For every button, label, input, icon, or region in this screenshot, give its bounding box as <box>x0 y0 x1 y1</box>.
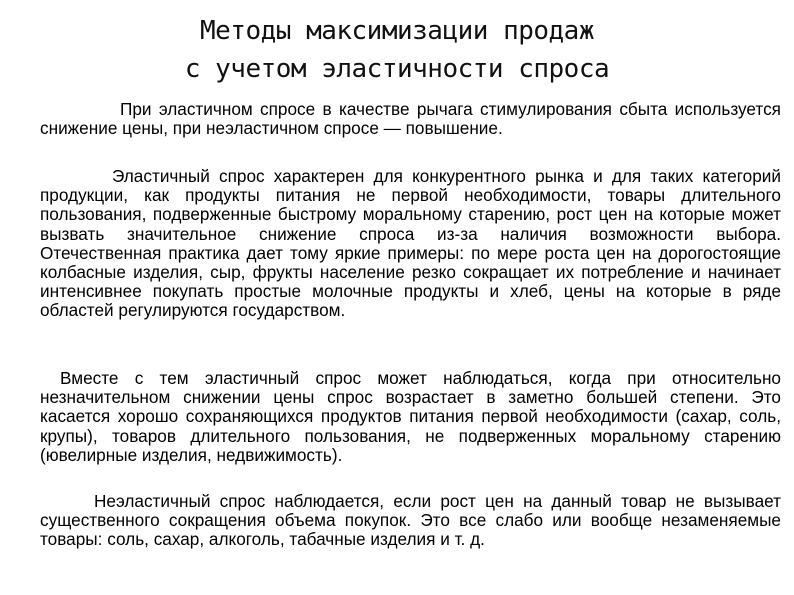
paragraph-inelastic-demand: Неэластичный спрос наблюдается, если рост цен на данный товар не вызывает существенного сокращения объема покупок. Это все слабо или вообще незаменяемые товары: соль, сахар, алкоголь, табачные изделия и т. д. <box>40 491 781 550</box>
slide-title-line-2: с учетом эластичности спроса <box>184 54 610 84</box>
paragraph-elastic-demand-pricing: При эластичном спросе в качестве рычага стимулирования сбыта используется снижение цены, при неэластичном спросе — повышение. <box>40 99 781 139</box>
slide-title-line-1: Методы максимизации продаж <box>200 16 594 46</box>
slide-title <box>60 12 734 88</box>
paragraph-elastic-demand-markets: Эластичный спрос характерен для конкурентного рынка и для таких категорий продукции, как продукты питания не первой необходимости, товары длительного пользования, подверженные быстрому моральному старению, рост цен на которые может вызвать значительное снижение спроса из-за наличия возможности выбора. Отечественная практика дает тому яркие примеры: по мере роста цен на дорогостоящие колбасные изделия, сыр, фрукты население резко сокращает их потребление и начинает интенсивнее покупать простые молочные продукты и хлеб, цены на которые в ряде областей регулируются государством. <box>40 166 781 321</box>
paragraph-elastic-demand-essentials: Вместе с тем эластичный спрос может наблюдаться, когда при относительно незначительном снижении цены спрос возрастает в заметно большей степени. Это касается хорошо сохраняющихся продуктов питания первой необходимости (сахар, соль, крупы), товаров длительного пользования, не подверженных моральному старению (ювелирные изделия, недвижимость). <box>40 368 781 465</box>
